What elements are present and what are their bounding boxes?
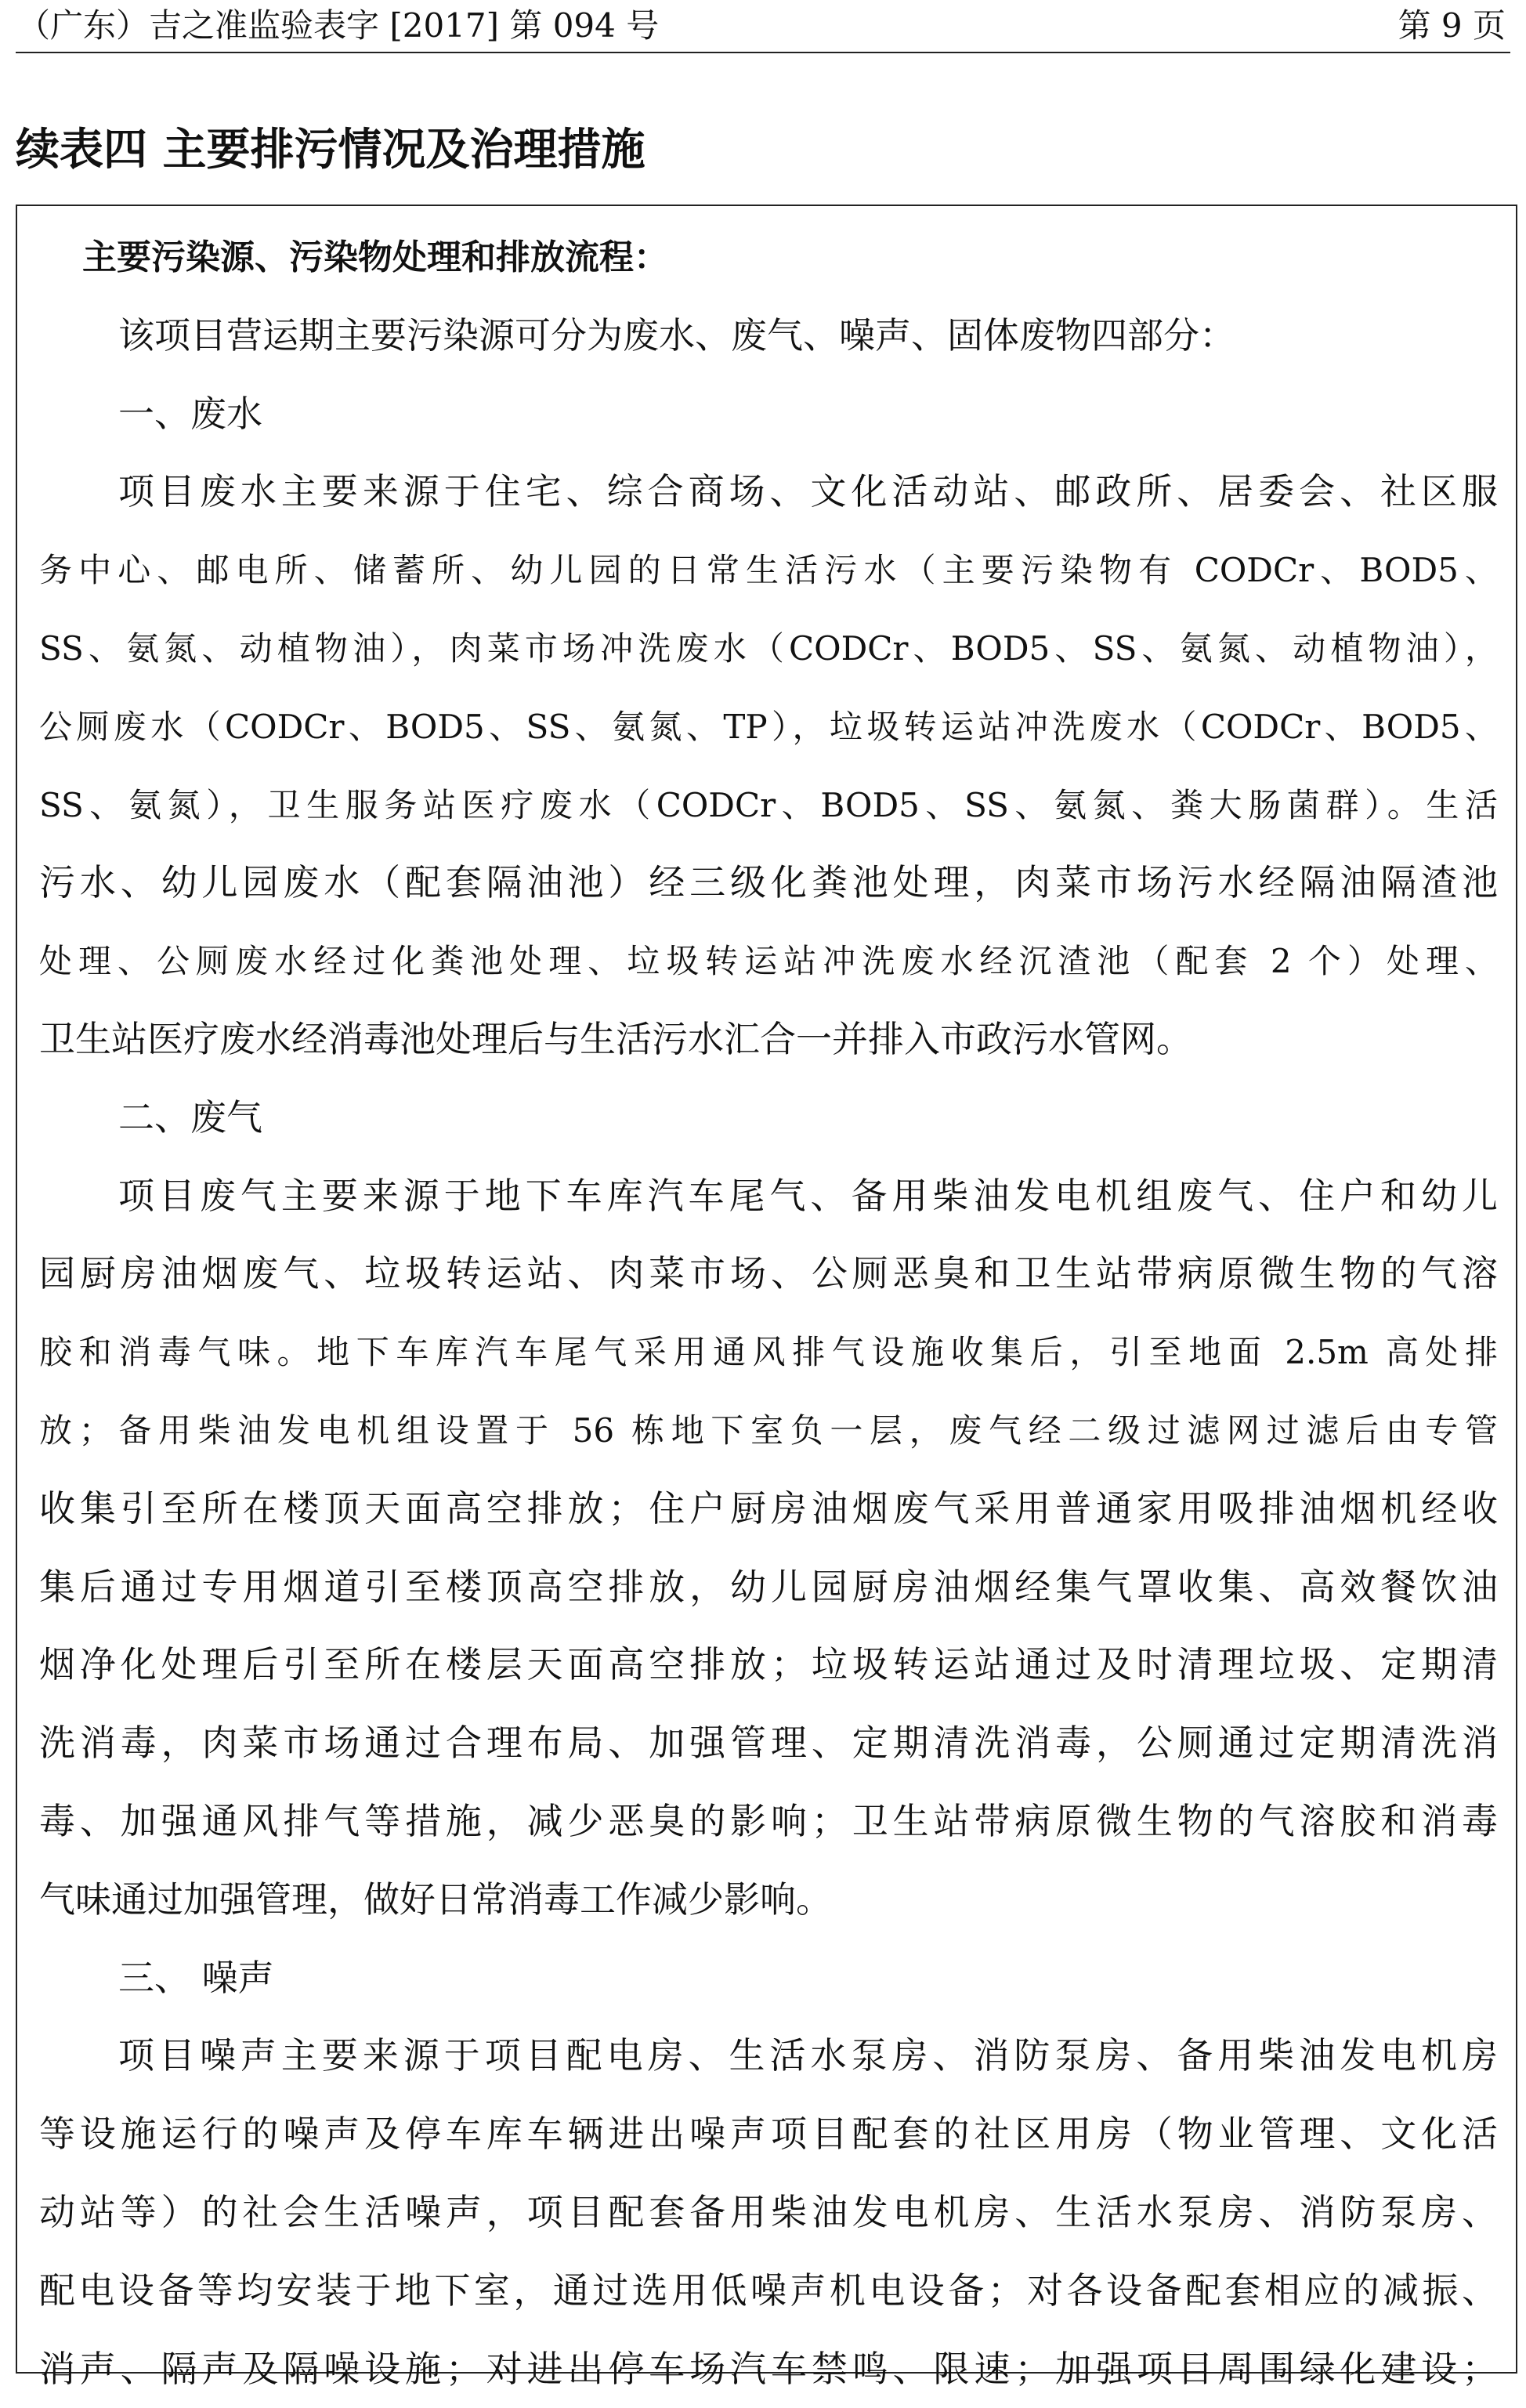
- noise-line: 项目噪声主要来源于项目配电房、生活水泵房、消防泵房、备用柴油发电机房: [118, 2034, 1498, 2077]
- exhaust-line: 烟净化处理后引至所在楼层天面高空排放；垃圾转运站通过及时清理垃圾、定期清: [39, 1643, 1498, 1686]
- wastewater-line: 处理、公厕废水经过化粪池处理、垃圾转运站冲洗废水经沉渣池（配套 2 个）处理、: [39, 942, 1498, 981]
- exhaust-line: 收集引至所在楼顶天面高空排放；住户厨房油烟废气采用普通家用吸排油烟机经收: [39, 1486, 1498, 1530]
- content-box: [16, 205, 1517, 2390]
- wastewater-heading: 一、废水: [118, 392, 262, 435]
- exhaust-line: 园厨房油烟废气、垃圾转运站、肉菜市场、公厕恶臭和卫生站带病原微生物的气溶: [39, 1252, 1498, 1295]
- exhaust-line: 项目废气主要来源于地下车库汽车尾气、备用柴油发电机组废气、住户和幼儿: [118, 1174, 1498, 1217]
- wastewater-line: SS、氨氮），卫生服务站医疗废水（CODCr、BOD5、SS、氨氮、粪大肠菌群）。生活: [39, 785, 1498, 824]
- exhaust-line: 胶和消毒气味。地下车库汽车尾气采用通风排气设施收集后，引至地面 2.5m 高处排: [39, 1333, 1498, 1372]
- exhaust-line: 气味通过加强管理，做好日常消毒工作减少影响。: [39, 1878, 832, 1921]
- exhaust-line: 毒、加强通风排气等措施，减少恶臭的影响；卫生站带病原微生物的气溶胶和消毒: [39, 1799, 1498, 1842]
- noise-line: 等设施运行的噪声及停车库车辆进出噪声项目配套的社区用房（物业管理、文化活: [39, 2113, 1498, 2156]
- noise-line: 消声、隔声及隔噪设施；对进出停车场汽车禁鸣、限速；加强项目周围绿化建设；: [39, 2347, 1498, 2390]
- box-text: [39, 219, 1498, 2408]
- noise-heading: 三、 噪声: [118, 1956, 274, 1999]
- wastewater-line: 卫生站医疗废水经消毒池处理后与生活污水汇合一并排入市政污水管网。: [39, 1017, 1192, 1060]
- intro-paragraph: 该项目营运期主要污染源可分为废水、废气、噪声、固体废物四部分：: [118, 313, 1235, 357]
- section-heading: 主要污染源、污染物处理和排放流程：: [82, 237, 668, 277]
- report-number: （广东）吉之准监验表字 [2017] 第 094 号: [17, 6, 660, 45]
- page-header: [16, 0, 1510, 53]
- exhaust-line: 集后通过专用烟道引至楼顶高空排放，幼儿园厨房油烟经集气罩收集、高效餐饮油: [39, 1565, 1498, 1608]
- noise-line: 配电设备等均安装于地下室，通过选用低噪声机电设备；对各设备配套相应的减振、: [39, 2269, 1498, 2312]
- exhaust-line: 洗消毒，肉菜市场通过合理布局、加强管理、定期清洗消毒，公厕通过定期清洗消: [39, 1722, 1498, 1765]
- wastewater-line: 项目废水主要来源于住宅、综合商场、文化活动站、邮政所、居委会、社区服: [118, 470, 1498, 513]
- page-title: 续表四 主要排污情况及治理措施: [16, 125, 645, 176]
- exhaust-line: 放；备用柴油发电机组设置于 56 栋地下室负一层，废气经二级过滤网过滤后由专管: [39, 1410, 1498, 1450]
- wastewater-line: 公厕废水（CODCr、BOD5、SS、氨氮、TP），垃圾转运站冲洗废水（CODCr、BOD5、: [39, 707, 1498, 746]
- page-number: 第 9 页: [1398, 6, 1506, 45]
- exhaust-heading: 二、废气: [118, 1095, 262, 1139]
- noise-line: 动站等）的社会生活噪声，项目配套备用柴油发电机房、生活水泵房、消防泵房、: [39, 2190, 1498, 2233]
- wastewater-line: 务中心、邮电所、储蓄所、幼儿园的日常生活污水（主要污染物有 CODCr、BOD5、: [39, 551, 1498, 590]
- wastewater-line: 污水、幼儿园废水（配套隔油池）经三级化粪池处理，肉菜市场污水经隔油隔渣池: [39, 861, 1498, 904]
- wastewater-line: SS、氨氮、动植物油），肉菜市场冲洗废水（CODCr、BOD5、SS、氨氮、动植物油），: [39, 628, 1498, 668]
